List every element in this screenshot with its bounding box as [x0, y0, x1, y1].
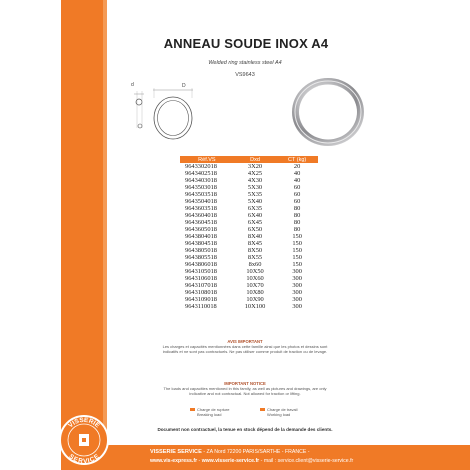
footer-separator: - — [259, 458, 264, 464]
cell-ct: 300 — [292, 275, 302, 282]
cell-dxd: 8x60 — [248, 261, 262, 268]
table-row — [180, 212, 318, 219]
cell-ref: 9643804018 — [185, 233, 217, 240]
product-subtitle: Welded ring stainless steel A4 — [208, 60, 282, 66]
header-ct: CT (kg) — [276, 156, 318, 163]
logo-text-top: VISSERIE — [67, 416, 101, 430]
table-row — [180, 261, 318, 268]
cell-ref: 9643804518 — [185, 240, 217, 247]
table-row — [180, 268, 318, 275]
cell-ref: 9643402518 — [185, 170, 217, 177]
legend-mark-icon — [260, 408, 265, 411]
cell-dxd: 5X30 — [247, 184, 263, 191]
footer-company: VISSERIE SERVICE — [150, 449, 202, 455]
cell-dxd: 6X45 — [247, 219, 263, 226]
product-title: ANNEAU SOUDE INOX A4 — [163, 36, 329, 51]
cell-ct: 150 — [292, 240, 302, 247]
table-row — [180, 226, 318, 233]
cell-dxd: 4X25 — [247, 170, 263, 177]
cell-ref: 9643106018 — [185, 275, 217, 282]
legend-breaking-load — [190, 408, 250, 418]
cell-ct: 80 — [293, 205, 301, 212]
cell-dxd: 3X20 — [247, 163, 263, 170]
cell-ref: 9643805018 — [185, 247, 217, 254]
cell-dxd: 8X50 — [247, 247, 263, 254]
cell-ref: 9643109018 — [185, 296, 217, 303]
notice-fr-title: AVIS IMPORTANT — [227, 339, 263, 344]
cell-ct: 80 — [293, 212, 301, 219]
table-row — [180, 296, 318, 303]
cell-dxd: 4X30 — [247, 177, 263, 184]
cell-ct: 60 — [293, 198, 301, 205]
table-row — [180, 282, 318, 289]
cell-ct: 150 — [292, 247, 302, 254]
footer-address-line — [150, 449, 430, 455]
cell-dxd: 8X40 — [247, 233, 263, 240]
table-row — [180, 198, 318, 205]
cell-ref: 9643110018 — [185, 303, 217, 310]
legend-left-en: Breaking load — [197, 411, 222, 417]
table-row — [180, 163, 318, 170]
cell-ct: 20 — [293, 163, 301, 170]
notice-en-title: IMPORTANT NOTICE — [224, 381, 266, 386]
cell-ref: 9643504018 — [185, 198, 217, 205]
cell-dxd: 10X80 — [246, 289, 264, 296]
side-bar-edge — [103, 0, 107, 470]
product-reference: VS9643 — [235, 72, 255, 78]
table-row — [180, 303, 318, 310]
cell-ref: 9643603518 — [185, 205, 217, 212]
visserie-service-logo — [58, 414, 110, 466]
cell-ct: 300 — [292, 282, 302, 289]
cell-ref: 9643503018 — [185, 184, 217, 191]
notice-en-text: The loads and capacities mentioned in this family, as well as pictures and drawings, are only indicative and not contractual. Not allowed for traction or lifting. — [163, 386, 327, 396]
footer-mail[interactable]: mail : service.client@visserie-service.fr — [263, 458, 354, 464]
footer-web2[interactable]: www.visserie-service.fr — [201, 458, 260, 464]
cell-ref: 9643105018 — [185, 268, 217, 275]
cell-dxd: 6X40 — [247, 212, 263, 219]
logo-text-bottom: SERVICE — [67, 453, 101, 466]
table-row — [180, 205, 318, 212]
cell-dxd: 5X35 — [247, 191, 263, 198]
legend-right-fr: Charge de travail — [267, 407, 298, 412]
cell-ct: 40 — [293, 170, 301, 177]
table-row — [180, 254, 318, 261]
header-dxd: Dxd — [234, 156, 276, 163]
disclaimer: Document non contractuel, la tenue en stock dépend de la demande des clients. — [157, 427, 333, 432]
cell-dxd: 10X70 — [246, 282, 264, 289]
cell-ref: 9643403018 — [185, 177, 217, 184]
cell-ref: 9643604518 — [185, 219, 217, 226]
load-legend — [180, 408, 320, 422]
reference-table — [180, 156, 318, 310]
footer-address: - ZA Nord 72200 PARIS/SARTHE - FRANCE - — [201, 449, 310, 455]
cell-dxd: 8X55 — [247, 254, 263, 261]
legend-right-en: Working load — [267, 411, 291, 417]
legend-mark-icon — [190, 408, 195, 411]
cell-dxd: 10X60 — [246, 275, 264, 282]
cell-ref: 9643805518 — [185, 254, 217, 261]
notice-fr-text: Les charges et capacités mentionnées dans cette famille ainsi que les photos et dessins sont indicatifs et ne sont pas contractuels. Ne pas utiliser comme produit de traction ou de levage. — [162, 344, 328, 354]
cell-ct: 300 — [292, 296, 302, 303]
table-header-row — [180, 156, 318, 163]
cell-ref: 9643503518 — [185, 191, 217, 198]
table-row — [180, 219, 318, 226]
cell-dxd: 5X40 — [247, 198, 263, 205]
cell-dxd: 10X100 — [244, 303, 266, 310]
cell-ct: 150 — [292, 254, 302, 261]
orange-side-bar — [61, 0, 106, 470]
stainless-steel-ring-photo — [283, 75, 373, 150]
table-row — [180, 184, 318, 191]
cell-ref: 9643302018 — [185, 163, 217, 170]
cell-ct: 150 — [292, 261, 302, 268]
cell-ref: 9643107018 — [185, 282, 217, 289]
cell-dxd: 10X90 — [246, 296, 264, 303]
ring-cross-section-diagram — [128, 78, 228, 148]
footer-separator: - — [197, 458, 202, 464]
cell-ct: 40 — [293, 177, 301, 184]
table-row — [180, 247, 318, 254]
table-row — [180, 289, 318, 296]
cell-ref: 9643605018 — [185, 226, 217, 233]
cell-dxd: 6X35 — [247, 205, 263, 212]
table-row — [180, 233, 318, 240]
footer-web[interactable]: www.vis-express.fr — [150, 458, 198, 464]
cell-ref: 9643604018 — [185, 212, 217, 219]
cell-ct: 60 — [293, 191, 301, 198]
cell-ct: 60 — [293, 184, 301, 191]
table-row — [180, 240, 318, 247]
legend-left-fr: Charge de rupture — [197, 407, 230, 412]
table-row — [180, 191, 318, 198]
label-D: D — [182, 83, 186, 89]
cell-ct: 150 — [292, 233, 302, 240]
table-row — [180, 177, 318, 184]
cell-dxd: 8X45 — [247, 240, 263, 247]
cell-ct: 80 — [293, 219, 301, 226]
cell-dxd: 10X50 — [246, 268, 264, 275]
cell-ct: 300 — [292, 303, 302, 310]
label-d: d — [131, 82, 134, 88]
cell-dxd: 6X50 — [247, 226, 263, 233]
cell-ct: 300 — [292, 289, 302, 296]
cell-ref: 9643108018 — [185, 289, 217, 296]
table-row — [180, 170, 318, 177]
legend-working-load — [260, 408, 320, 418]
cell-ct: 300 — [292, 268, 302, 275]
cell-ref: 9643806018 — [185, 261, 217, 268]
header-ref: Réf.VS — [180, 156, 234, 163]
cell-ct: 80 — [293, 226, 301, 233]
footer-contact-line — [150, 458, 450, 464]
table-row — [180, 275, 318, 282]
